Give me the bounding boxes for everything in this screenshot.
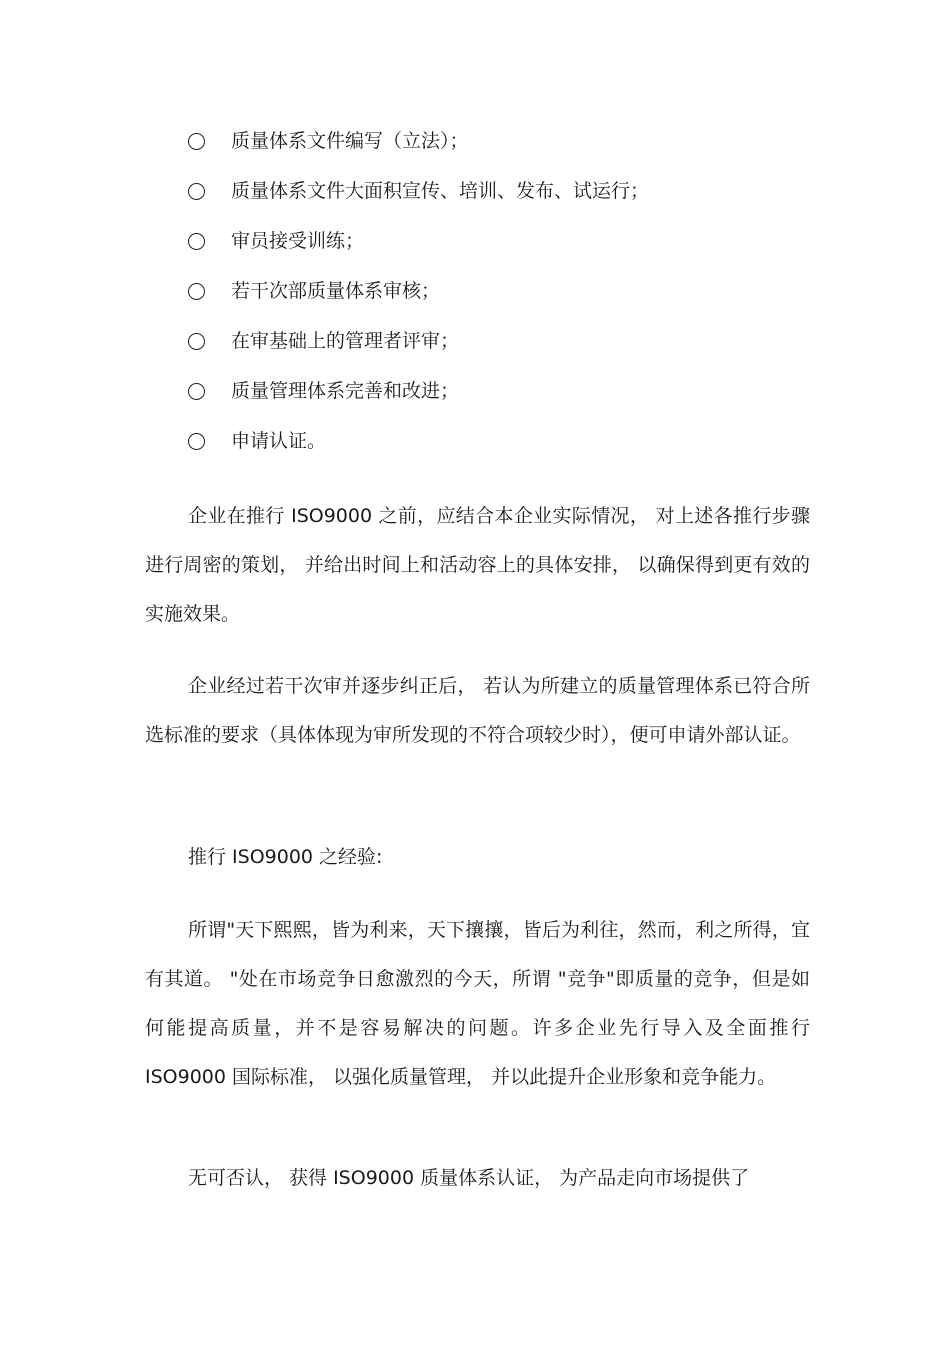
section-heading-experience: 推行 ISO9000 之经验: (188, 846, 383, 868)
list-item (188, 276, 649, 326)
list-item-text: 审员接受训练； (231, 230, 365, 252)
list-item (188, 176, 649, 226)
paragraph-benefit: 无可否认， 获得 ISO9000 质量体系认证， 为产品走向市场提供了 (188, 1167, 750, 1189)
list-item (188, 226, 649, 276)
paragraph-planning: 企业在推行 ISO9000 之前，应结合本企业实际情况， 对上述各推行步骤进行周密的策划， 并给出时间上和活动容上的具体安排， 以确保得到更有效的实施效果。 (145, 505, 810, 625)
circle-bullet-icon (188, 133, 205, 150)
list-item (188, 126, 649, 176)
circle-bullet-icon (188, 383, 205, 400)
paragraph-certification: 企业经过若干次审并逐步纠正后， 若认为所建立的质量管理体系已符合所选标准的要求（具体体现为审所发现的不符合项较少时），便可申请外部认证。 (145, 675, 810, 746)
list-item-text: 质量管理体系完善和改进； (231, 380, 460, 402)
list-item (188, 376, 649, 426)
circle-bullet-icon (188, 333, 205, 350)
list-item-text: 申请认证。 (231, 430, 327, 452)
list-item-text: 质量体系文件大面积宣传、培训、发布、试运行； (231, 180, 650, 202)
list-item-text: 若干次部质量体系审核； (231, 280, 441, 302)
list-item-text: 质量体系文件编写（立法）； (231, 130, 469, 152)
circle-bullet-icon (188, 183, 205, 200)
implementation-steps-list (188, 126, 649, 476)
circle-bullet-icon (188, 433, 205, 450)
circle-bullet-icon (188, 233, 205, 250)
circle-bullet-icon (188, 283, 205, 300)
list-item-text: 在审基础上的管理者评审； (231, 330, 460, 352)
paragraph-competition: 所谓"天下熙熙，皆为利来，天下攘攘，皆后为利往，然而，利之所得，宜有其道。 "处在市场竞争日愈激烈的今天，所谓 "竞争"即质量的竞争，但是如何能提高质量，并不是容易解决的问题。许多企业先行导入及全面推行 ISO9000 国际标准， 以强化质量管理， 并以此提升企业形象和竞争能力。 (145, 919, 810, 1088)
list-item (188, 426, 649, 476)
list-item (188, 326, 649, 376)
